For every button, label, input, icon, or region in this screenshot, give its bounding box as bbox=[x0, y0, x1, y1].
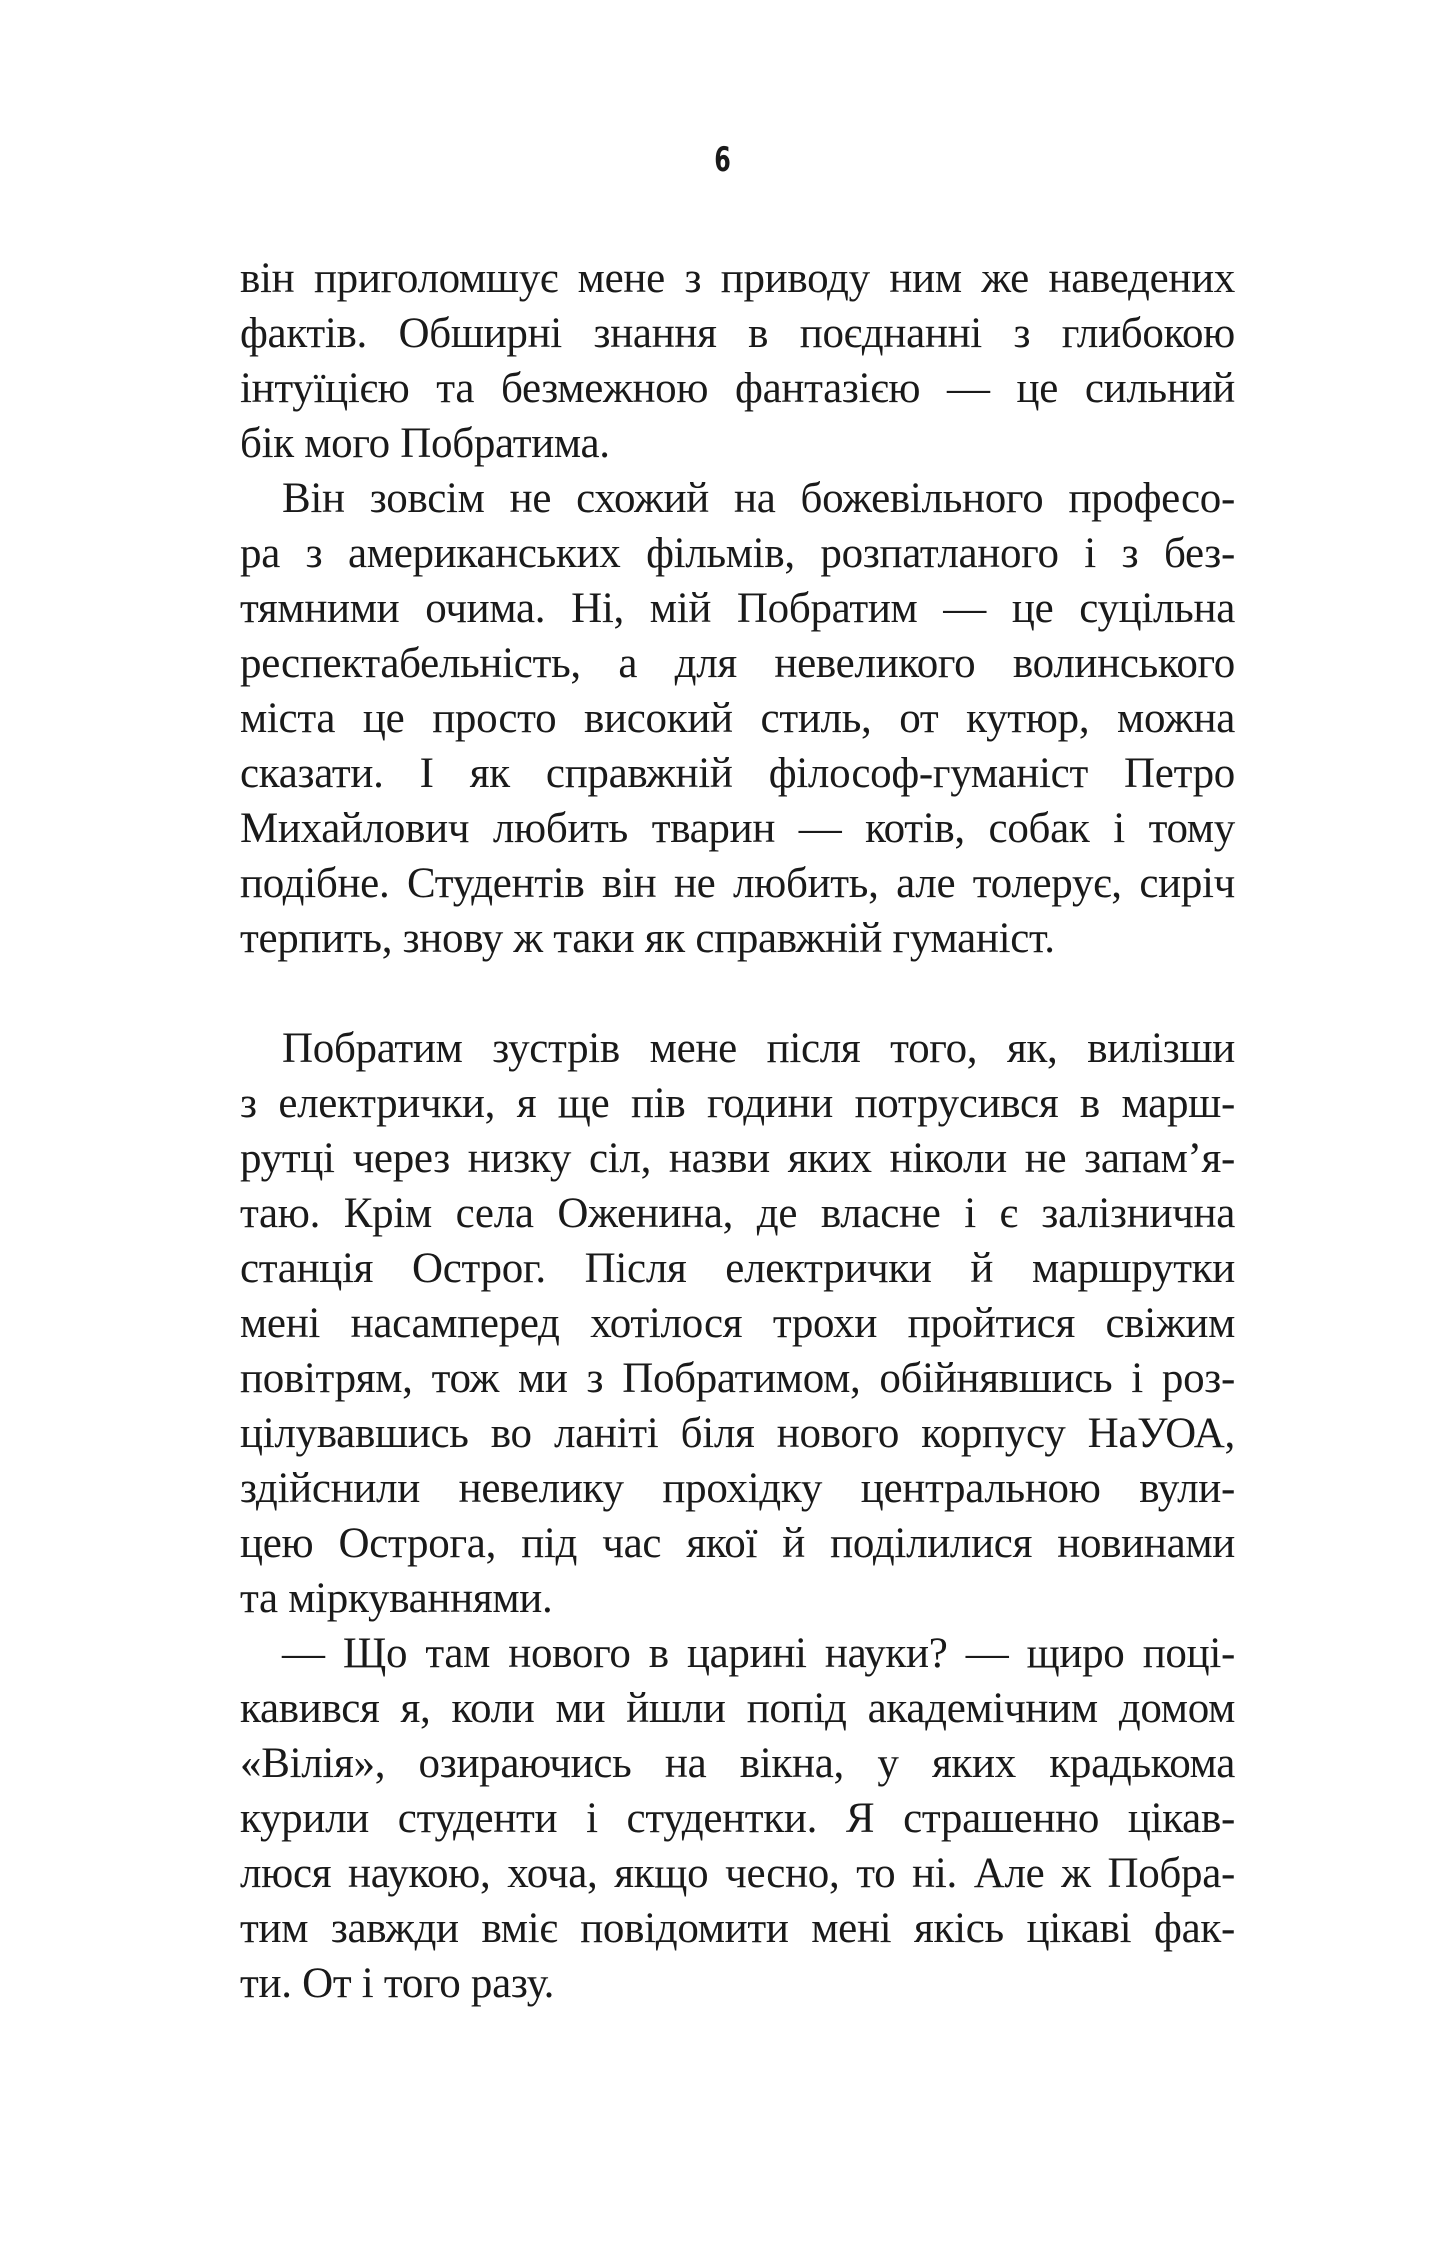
text-line: ти. От і того разу. bbox=[240, 1960, 555, 2007]
text-line: бік мого Побратима. bbox=[240, 420, 610, 467]
text-line: цею Острога, під час якої й поділилися новинами bbox=[240, 1520, 1235, 1567]
section-break bbox=[240, 966, 1235, 1021]
text-line: та міркуваннями. bbox=[240, 1575, 553, 1622]
text-line: цілувавшись во ланіті біля нового корпусу НаУОА, bbox=[240, 1410, 1235, 1457]
text-line: з електрички, я ще пів години потрусився в марш- bbox=[240, 1080, 1235, 1127]
text-line: повітрям, тож ми з Побратимом, обійнявшись і роз- bbox=[240, 1355, 1235, 1402]
text-line: люся наукою, хоча, якщо чесно, то ні. Але ж Побра- bbox=[240, 1850, 1235, 1897]
text-line: рутці через низку сіл, назви яких ніколи не запам’я- bbox=[240, 1135, 1235, 1182]
text-line: мені насамперед хотілося трохи пройтися свіжим bbox=[240, 1300, 1235, 1347]
text-line: респектабельність, а для невеликого волинського bbox=[240, 640, 1235, 687]
text-line: сказати. І як справжній філософ-гуманіст Петро bbox=[240, 750, 1235, 797]
paragraph bbox=[240, 1021, 1235, 1626]
body-text bbox=[240, 251, 1235, 2011]
text-line: Він зовсім не схожий на божевільного професо- bbox=[282, 475, 1235, 522]
text-line: «Вілія», озираючись на вікна, у яких крадькома bbox=[240, 1740, 1235, 1787]
text-line: — Що там нового в царині науки? — щиро поці- bbox=[282, 1630, 1235, 1677]
text-line: таю. Крім села Оженина, де власне і є залізнична bbox=[240, 1190, 1235, 1237]
text-line: курили студенти і студентки. Я страшенно цікав- bbox=[240, 1795, 1235, 1842]
paragraph bbox=[240, 1626, 1235, 2011]
text-line: фактів. Обширні знання в поєднанні з глибокою bbox=[240, 310, 1235, 357]
text-line: він приголомшує мене з приводу ним же наведених bbox=[240, 255, 1235, 302]
text-line: ра з американських фільмів, розпатланого і з без- bbox=[240, 530, 1235, 577]
text-line: тямними очима. Ні, мій Побратим — це суцільна bbox=[240, 585, 1235, 632]
text-line: Михайлович любить тварин — котів, собак і тому bbox=[240, 805, 1235, 852]
page-number: 6 bbox=[714, 140, 731, 180]
text-line: терпить, знову ж таки як справжній гуманіст. bbox=[240, 915, 1055, 962]
paragraph bbox=[240, 471, 1235, 966]
text-line: тим завжди вміє повідомити мені якісь цікаві фак- bbox=[240, 1905, 1235, 1952]
paragraph bbox=[240, 251, 1235, 471]
text-line: міста це просто високий стиль, от кутюр, можна bbox=[240, 695, 1235, 742]
text-line: інтуїцією та безмежною фантазією — це сильний bbox=[240, 365, 1235, 412]
text-line: подібне. Студентів він не любить, але толерує, сиріч bbox=[240, 860, 1235, 907]
text-line: здійснили невелику прохідку центральною вули- bbox=[240, 1465, 1235, 1512]
text-line: Побратим зустрів мене після того, як, вилізши bbox=[282, 1025, 1235, 1072]
text-line: станція Острог. Після електрички й маршрутки bbox=[240, 1245, 1235, 1292]
text-line: кавився я, коли ми йшли попід академічним домом bbox=[240, 1685, 1235, 1732]
